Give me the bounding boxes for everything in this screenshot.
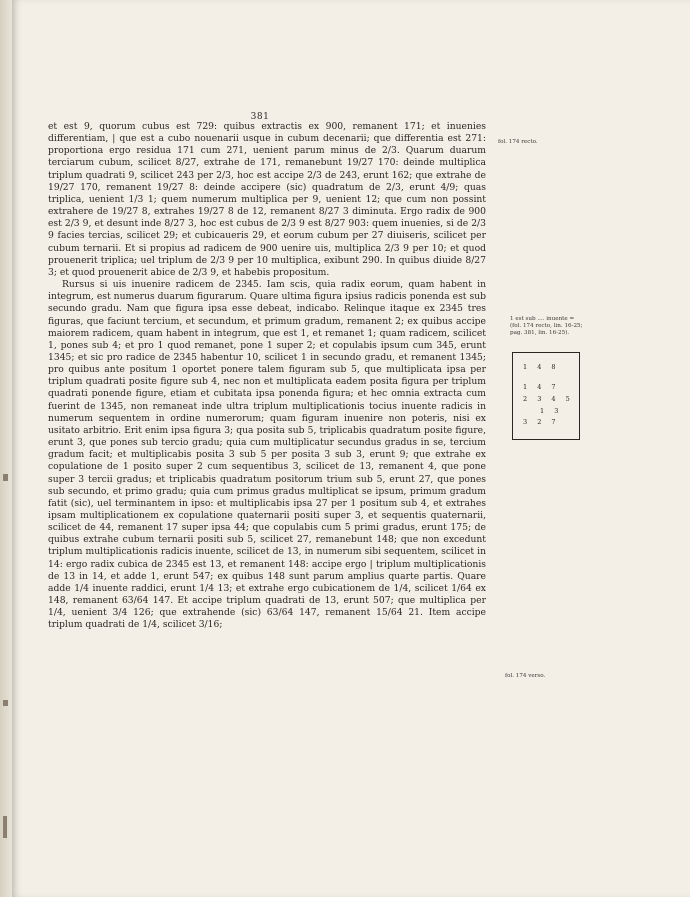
diagram-row: 1 4 7 [523,383,560,391]
diagram-row: 3 2 7 [523,418,560,426]
margin-note-folio: fol. 174 verso. [505,673,546,679]
margin-note-footnote: 1 est sub .... inuente = (fol. 174 recto, lin. 16-25; pag. 381, lin. 16-25). [510,316,583,336]
paragraph-1: et est 9, quorum cubus est 729: quibus extractis ex 900, remanent 171; et inuenies differentiam, | que est a cubo nouenarii usque in cubum decenarii; que differentia est 271: proportiona ergo residua 171 cum 271, uenient parum minus de 2/3. Quarum duarum terciarum cubum, scilicet 8/27, extrahe de 171, remanebunt 19/27 170: deinde multiplica triplum quadrati 9, scilicet 243 per 2/3, hoc est accipe 2/3 de 243, erunt 162; que extrahe de 19/27 170, remanent 19/27 8: deinde accipere (sic) quadratum de 2/3, erunt 4/9; quas triplica, uenient 1/3 1; quem numerum multiplica per 9, uenient 12; que cum non possint extrahere de 19/27 8, extrahes 19/27 8 de 12, remanent 8/27 3 diminuta. Ergo radix de 900 est 2/3 9, et desunt inde 8/27 3, hoc est cubus de 2/3 9 est 8/27 903: quem inuenies, si de 2/3 9 facies tercias, scilicet 29; et cubicaueris 29, et eorum cubum per 27 diuiseris, scilicet per cubum ternarii. Et si propius ad radicem de 900 uenire uis, multiplica 2/3 9 per 10; et quod prouenerit triplica; uel triplum de 2/3 9 per 10 multiplica, exibunt 290. In quibus diuide 8/27 3; et quod prouenerit abice de 2/3 9, et habebis propositum. [48,121,486,278]
page-number: 381 [250,112,270,122]
book-spine [0,0,12,897]
diagram-row: 1 4 8 [523,363,560,371]
root-calculation-diagram [512,352,580,440]
main-text [48,121,486,632]
margin-smudge [3,816,7,838]
diagram-row: 2 3 4 5 [523,395,574,403]
margin-smudge [3,474,8,481]
margin-smudge [3,700,8,706]
diagram-row: 1 3 [540,407,563,415]
paragraph-2: Rursus si uis inuenire radicem de 2345. Iam scis, quia radix eorum, quam habent in integrum, est numerus duarum figurarum. Quare ultima figura ipsius radicis ponenda est sub secundo gradu. Nam que figura ipsa esse debeat, indicabo. Relinque itaque ex 2345 tres figuras, que faciunt tercium, et secundum, et primum gradum, remanent 2; ex quibus accipe maiorem radicem, quam habent in integrum, que est 1, et remanet 1; quam radicem, scilicet 1, pones sub 4; et pro 1 quod remanet, pone 1 super 2; et copulabis ipsum cum 345, erunt 1345; et sic pro radice de 2345 habentur 10, scilicet 1 in secundo gradu, et remanent 1345; pro quibus ante positum 1 oportet ponere talem figuram sub 5, que multiplicata ipsa per triplum quadrati posite figure sub 4, nec non et multiplicata eadem posita figura per triplum quadrati ponende figure, etiam et cubitata ipsa ponenda figura; et hec omnia extracta cum fuerint de 1345, non remaneat inde ultra triplum multiplicationis tocius inuente radicis in numerum sequentem in ordine numerorum; quam figuram inuenire non poteris, nisi ex usitato arbitrio. Erit enim ipsa figura 3; qua posita sub 5, triplicabis quadratum posite figure, erunt 3, que pones sub tercio gradu; quia cum multiplicatur secundus gradus in se, tercium gradum facit; et multiplicabis posita 3 sub 5 per posita 3 sub 3, erunt 9; que extrahe ex copulatione de 1 posito super 2 cum sequentibus 3, scilicet de 13, remanent 4, que pone super 3 tercii gradus; et triplicabis quadratum positorum trium sub 5, erunt 27, que pones sub secundo, et primo gradu; quia cum primus gradus multiplicat se ipsum, primum gradum fatit (sic), uel terminantem in ipso: et multiplicabis ipsa 27 per 1 positum sub 4, et extrahes ipsam multiplicationem ex copulatione quaternarii positi super 3, et sequentis quaternarii, scilicet de 44, remanent 17 super ipsa 44; que copulabis cum 5 primi gradus, erunt 175; de quibus extrahe cubum ternarii positi sub 5, scilicet 27, remanebunt 148; que non excedunt triplum multiplicationis radicis inuente, scilicet de 13, in numerum sibi sequentem, scilicet in 14: ergo radix cubica de 2345 est 13, et remanent 148: accipe ergo | triplum multiplicationis de 13 in 14, et adde 1, erunt 547; ex quibus 148 sunt parum amplius quarte partis. Quare adde 1/4 inuente raddici, erunt 1/4 13; et extrahe ergo cubicationem de 1/4, scilicet 1/64 ex 148, remanent 63/64 147. Et accipe triplum quadrati de 13, erunt 507; que multiplica per 1/4, uenient 3/4 126; que extrahende (sic) 63/64 147, remanent 15/64 21. Item accipe triplum quadrati de 1/4, scilicet 3/16; [48,279,486,631]
margin-note-folio: fol. 174 recto. [498,139,538,145]
